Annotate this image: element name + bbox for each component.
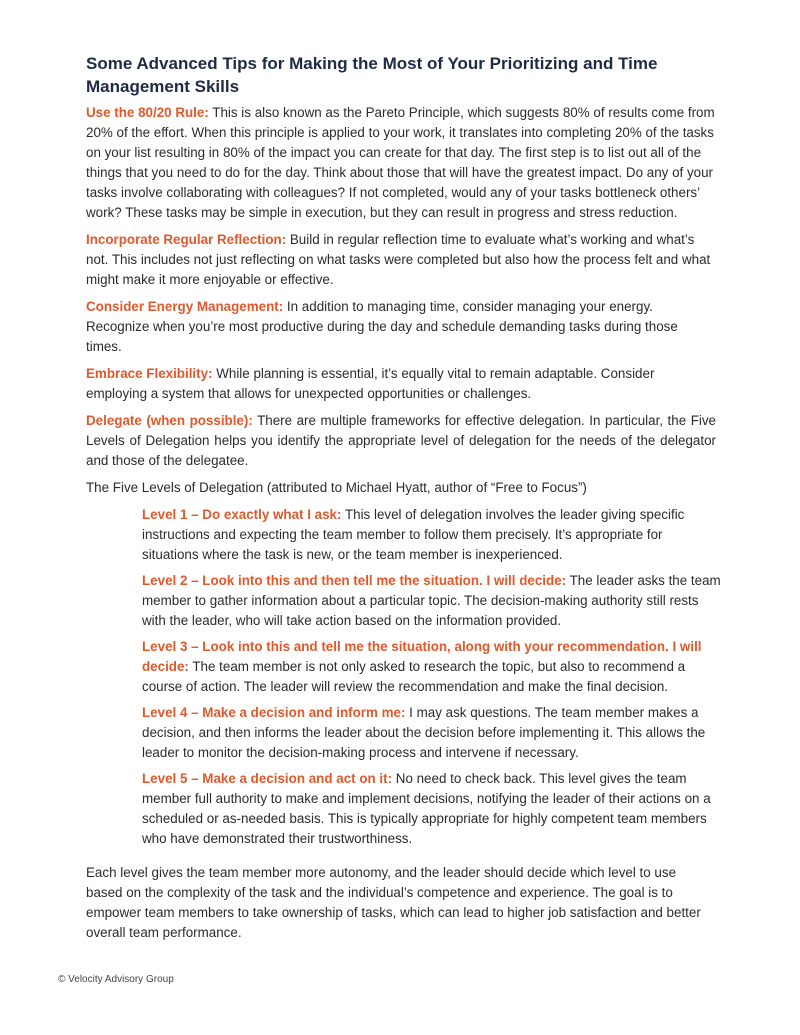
level-label: Level 4 – Make a decision and inform me: (142, 705, 406, 720)
page-title: Some Advanced Tips for Making the Most of Your Prioritizing and Time Management Skills (86, 54, 658, 96)
tip-text: Build in regular reflection time to evaluate what’s working and what’s not. This includes not just reflecting on what tasks were completed but also how the process felt and what might make it more enjoyable or effective. (86, 232, 711, 287)
level-5 (142, 769, 722, 849)
level-text: The team member is not only asked to research the topic, but also to recommend a course of action. The leader will review the recommendation and make the final decision. (142, 659, 686, 694)
tip-energy (86, 297, 716, 357)
level-text: No need to check back. This level gives the team member full authority to make and implement decisions, notifying the leader of their actions on a scheduled or as-needed basis. This is typically appropriate for highly competent team members who have demonstrated their trustworthiness. (142, 771, 711, 846)
level-label: Level 2 – Look into this and then tell me the situation. I will decide: (142, 573, 567, 588)
tip-text: There are multiple frameworks for effective delegation. In particular, the Five Levels of Delegation helps you identify the appropriate level of delegation for the needs of the delegator and those of the delegatee. (86, 413, 716, 468)
tip-flexibility (86, 364, 716, 404)
tip-delegate (86, 411, 716, 471)
level-text: This level of delegation involves the leader giving specific instructions and expecting the team member to follow them precisely. It’s appropriate for situations where the task is new, or the team member is inexperienced. (142, 507, 685, 562)
level-2 (142, 571, 722, 631)
tip-8020 (86, 103, 716, 223)
tip-text: This is also known as the Pareto Principle, which suggests 80% of results come from 20% of the effort. When this principle is applied to your work, it translates into completing 20% of the tasks on your list resulting in 80% of the impact you can create for that day. The first step is to list out all of the things that you need to do for the day. Think about those that will have the greatest impact. Do any of your tasks involve collaborating with colleagues? If not completed, would any of your tasks bottleneck others’ work? These tasks may be simple in execution, but they can result in progress and stress reduction. (86, 105, 715, 220)
tip-text: In addition to managing time, consider managing your energy. Recognize when you’re most productive during the day and schedule demanding tasks during those times. (86, 299, 678, 354)
level-text: The leader asks the team member to gather information about a particular topic. The decision-making authority still rests with the leader, who will take action based on the information provided. (142, 573, 721, 628)
tip-reflection (86, 230, 716, 290)
level-label: Level 1 – Do exactly what I ask: (142, 507, 342, 522)
document-page (86, 52, 721, 950)
closing-paragraph: Each level gives the team member more autonomy, and the leader should decide which level to use based on the complexity of the task and the individual’s competence and experience. The goal is to empower team members to take ownership of tasks, which can lead to higher job satisfaction and better overall team performance. (86, 865, 701, 940)
level-label: Level 5 – Make a decision and act on it: (142, 771, 393, 786)
tip-label: Use the 80/20 Rule: (86, 105, 209, 120)
level-3 (142, 637, 722, 697)
tip-label: Consider Energy Management: (86, 299, 284, 314)
level-4 (142, 703, 722, 763)
delegation-levels (142, 505, 722, 849)
level-1 (142, 505, 722, 565)
level-label: Level 3 – Look into this and tell me the situation, along with your recommendation. I will decide: (142, 639, 702, 674)
tip-label: Embrace Flexibility: (86, 366, 213, 381)
tip-label: Incorporate Regular Reflection: (86, 232, 287, 247)
levels-intro: The Five Levels of Delegation (attributed to Michael Hyatt, author of “Free to Focus”) (86, 480, 587, 495)
tip-label: Delegate (when possible): (86, 413, 253, 428)
copyright-footer: © Velocity Advisory Group (58, 974, 174, 985)
level-text: I may ask questions. The team member makes a decision, and then informs the leader about the decision before implementing it. This allows the leader to monitor the decision-making process and intervene if necessary. (142, 705, 706, 760)
tip-text: While planning is essential, it’s equally vital to remain adaptable. Consider employing a system that allows for unexpected opportunities or challenges. (86, 366, 655, 401)
